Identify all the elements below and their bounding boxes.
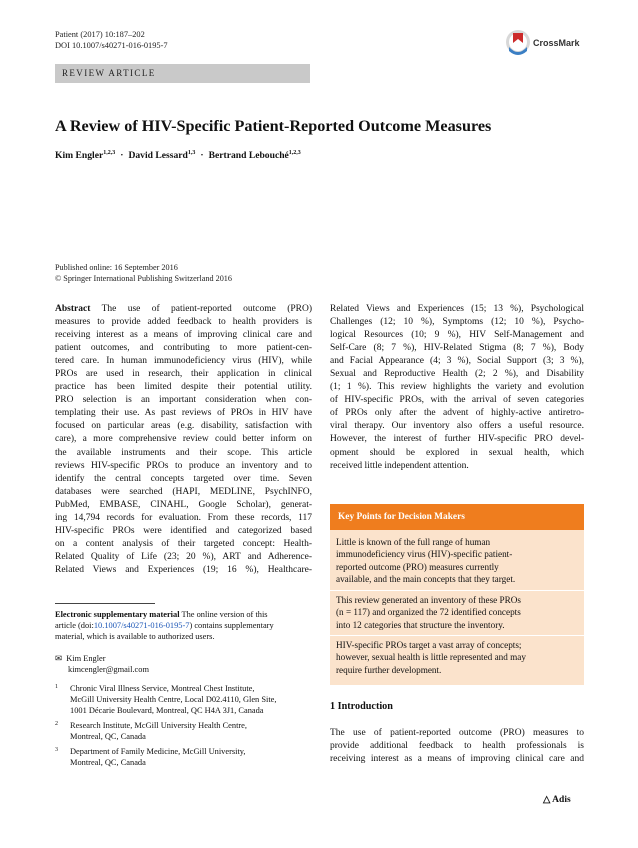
publisher-logo bbox=[543, 794, 571, 805]
key-point-2 bbox=[336, 594, 576, 631]
abstract-left-column bbox=[55, 303, 312, 577]
abstract-right-column bbox=[330, 303, 584, 473]
key-point-line: available, and the main concepts that they target. bbox=[336, 573, 516, 584]
abstract-left-body bbox=[55, 316, 312, 577]
triangle-logo-icon: △ bbox=[543, 795, 551, 805]
key-point-3 bbox=[336, 639, 576, 676]
text-line: of HIV-specific PROs, with the arrival of seven categories bbox=[330, 395, 584, 406]
abstract-label: Abstract bbox=[55, 304, 91, 314]
esm-text-2-prefix: article (doi: bbox=[55, 621, 94, 630]
author-list bbox=[55, 150, 301, 161]
article-title: A Review of HIV-Specific Patient-Reported Outcome Measures bbox=[55, 117, 492, 135]
key-point-line: (n = 117) and organized the 72 identified concepts bbox=[336, 607, 521, 618]
key-points-header bbox=[330, 504, 584, 530]
author-name[interactable]: Kim Engler bbox=[55, 150, 104, 161]
published-date: Published online: 16 September 2016 bbox=[55, 263, 178, 272]
text-line: received little independent attention. bbox=[330, 460, 469, 471]
affiliation-line: Department of Family Medicine, McGill University, bbox=[70, 747, 246, 756]
author-separator: · bbox=[200, 150, 204, 161]
key-point-line: however, sexual health is little represented and may bbox=[336, 652, 526, 663]
key-point-line: into 12 categories that structure the inventory. bbox=[336, 619, 505, 630]
journal-citation bbox=[55, 29, 168, 51]
esm-text-3: material, which is available to authorized users. bbox=[55, 632, 215, 641]
esm-text-1: The online version of this bbox=[181, 610, 268, 619]
text-line: Related Views and Experiences (19; 16 %), Healthcare- bbox=[55, 564, 312, 575]
text-line: logical Resources (10; 9 %), HIV Self-Management and bbox=[330, 330, 584, 341]
electronic-supplementary-material bbox=[55, 609, 312, 642]
text-line: tered care. In human immunodeficiency virus (HIV), while bbox=[55, 356, 312, 367]
text-line: databases were searched (HAPI, MEDLINE, PsychINFO, bbox=[55, 486, 312, 497]
text-line: viral therapy. Our inventory also offers a useful resource. bbox=[330, 421, 584, 432]
text-line: Self-Care (8; 7 %), HIV-Related Stigma (8; 7 %), Body bbox=[330, 343, 584, 354]
esm-label: Electronic supplementary material bbox=[55, 610, 180, 619]
key-point-divider bbox=[330, 635, 584, 636]
text-line: measures to provide added feedback to health providers is bbox=[55, 317, 312, 328]
affiliation-number: 1 bbox=[55, 684, 58, 690]
crossmark-label: CrossMark bbox=[533, 38, 580, 48]
key-points-box bbox=[330, 530, 584, 685]
text-line: receiving interest as a means of improving clinical care and bbox=[330, 754, 584, 765]
text-line: However, the interest of further HIV-specific PRO devel- bbox=[330, 434, 584, 445]
abstract-right-body bbox=[330, 303, 584, 473]
text-line: ing 14,794 records for evaluation. From these records, 117 bbox=[55, 512, 312, 523]
text-line: The use of patient-reported outcome (PRO) measures to bbox=[330, 728, 584, 738]
text-line: the available instruments and their scope. This article bbox=[55, 447, 312, 458]
text-line: provide additional feedback to health professionals is bbox=[330, 741, 584, 752]
text-line: PRO selection is an important consideration when con- bbox=[55, 395, 312, 406]
esm-doi-link[interactable]: 10.1007/s40271-016-0195-7 bbox=[93, 621, 190, 630]
text-line: templating their use. As past reviews of PROs in HIV have bbox=[55, 408, 312, 419]
abstract-first-line bbox=[55, 303, 312, 316]
text-line: Related Quality of Life (23; 20 %), ART and Adherence- bbox=[55, 551, 312, 562]
text-line: and Facial Appearance (4; 3 %), Social Support (3; 3 %), bbox=[330, 356, 584, 367]
key-point-line: Little is known of the full range of human bbox=[336, 537, 491, 547]
affiliation-line: 1001 Décarie Boulevard, Montreal, QC H4A 3J1, Canada bbox=[70, 706, 264, 715]
contact-name: Kim Engler bbox=[66, 654, 106, 663]
crossmark-icon bbox=[505, 27, 585, 59]
key-point-1 bbox=[336, 536, 576, 585]
publication-info bbox=[55, 262, 232, 284]
publisher-name: Adis bbox=[552, 795, 571, 805]
journal-doi: DOI 10.1007/s40271-016-0195-7 bbox=[55, 41, 168, 50]
article-type: REVIEW ARTICLE bbox=[62, 68, 156, 78]
text-line: PROs are used in research, their application in clinical bbox=[55, 369, 312, 380]
affiliation-line: Chronic Viral Illness Service, Montreal Chest Institute, bbox=[70, 684, 255, 693]
author-affiliation-marks: 1,3 bbox=[187, 150, 196, 156]
author-affiliation-marks: 1,2,3 bbox=[103, 150, 116, 156]
text-line: opment should be explored in sexual health, which bbox=[330, 447, 584, 458]
envelope-icon: ✉ bbox=[55, 654, 63, 663]
text-line: receiving interest as a means of improving clinical care and bbox=[55, 330, 312, 341]
introduction-body bbox=[330, 727, 584, 766]
text-line: on a content analysis of their targeted concept: Health- bbox=[55, 538, 312, 549]
text-line: practice has been limited despite their potential utility. bbox=[55, 382, 312, 393]
affiliation-line: Montreal, QC, Canada bbox=[70, 732, 146, 741]
key-point-divider bbox=[330, 590, 584, 591]
key-points-heading: Key Points for Decision Makers bbox=[338, 512, 465, 522]
author-name[interactable]: David Lessard bbox=[128, 150, 188, 161]
section-heading-introduction: 1 Introduction bbox=[330, 701, 393, 712]
text-line: reviews HIV-specific PROs to produce an inventory and to bbox=[55, 460, 312, 471]
affiliation-line: Research Institute, McGill University Health Centre, bbox=[70, 721, 247, 730]
affiliation-number: 3 bbox=[55, 747, 58, 753]
affiliation-line: McGill University Health Centre, Local D02.4110, Glen Site, bbox=[70, 695, 277, 704]
text-line: identify the central concepts targeted over time. Seven bbox=[55, 473, 312, 484]
journal-line-1: Patient (2017) 10:187–202 bbox=[55, 30, 145, 39]
affiliation-line: Montreal, QC, Canada bbox=[70, 758, 146, 767]
copyright-line: © Springer International Publishing Switzerland 2016 bbox=[55, 274, 232, 283]
introduction-text bbox=[330, 727, 584, 766]
text-line: (1; 1 %). This review highlights the variety and evolution bbox=[330, 382, 584, 393]
text-line: HIV-specific PROs were identified and categorized based bbox=[55, 525, 312, 536]
text-line: Related Views and Experiences (15; 13 %), Psychological bbox=[330, 304, 584, 314]
footnote-rule bbox=[55, 603, 155, 604]
crossmark-badge[interactable] bbox=[505, 27, 585, 59]
text-line: Sexual and Reproductive Health (2; 2 %), and Disability bbox=[330, 369, 584, 380]
affiliation-number: 2 bbox=[55, 721, 58, 727]
esm-text-2-suffix: ) contains supplementary bbox=[189, 621, 274, 630]
text-line: care), a more comprehensive review could better inform on bbox=[55, 434, 312, 445]
abstract-first-line-text: The use of patient-reported outcome (PRO) bbox=[101, 304, 312, 314]
author-name[interactable]: Bertrand Lebouché bbox=[208, 150, 289, 161]
key-point-line: require further development. bbox=[336, 664, 442, 675]
key-point-line: immunodeficiency virus (HIV)-specific patient- bbox=[336, 549, 513, 560]
key-point-line: This review generated an inventory of these PROs bbox=[336, 595, 521, 605]
key-point-line: reported outcome (PRO) measures currently bbox=[336, 561, 499, 572]
text-line: of PROs only after the advent of highly-active antiretro- bbox=[330, 408, 584, 419]
text-line: patient outcomes, and contributing to more patient-cen- bbox=[55, 343, 312, 354]
article-type-banner bbox=[55, 64, 310, 83]
contact-email[interactable]: kimcengler@gmail.com bbox=[68, 665, 149, 674]
corresponding-author bbox=[55, 653, 149, 675]
text-line: focused on particular areas (e.g. disability, satisfaction with bbox=[55, 421, 312, 432]
author-separator: · bbox=[120, 150, 124, 161]
author-affiliation-marks: 1,2,3 bbox=[288, 150, 301, 156]
key-point-line: HIV-specific PROs target a vast array of concepts; bbox=[336, 640, 522, 650]
text-line: Challenges (12; 10 %), Symptoms (12; 10 %), Psycho- bbox=[330, 317, 584, 328]
text-line: PubMed, EMBASE, CINAHL, Google Scholar), generat- bbox=[55, 499, 312, 510]
